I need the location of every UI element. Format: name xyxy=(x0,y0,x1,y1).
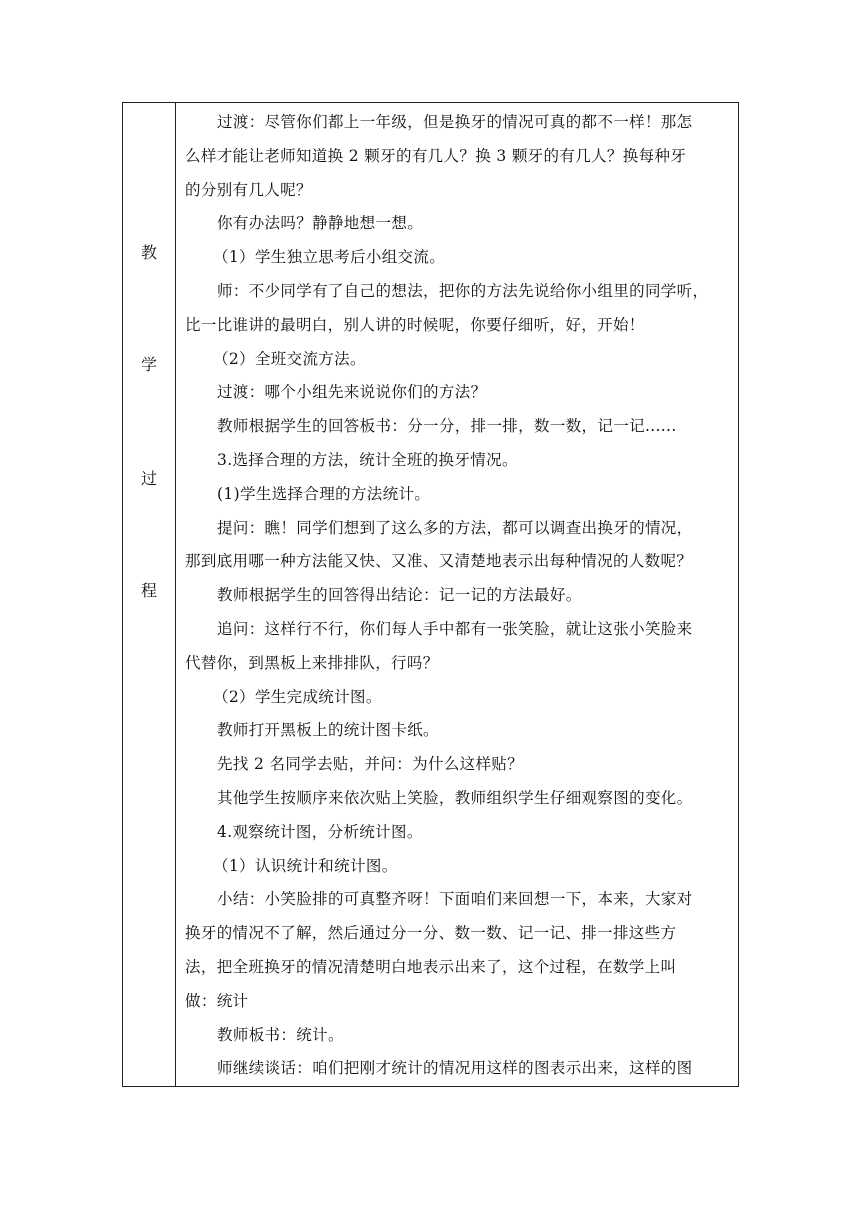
side-label-char: 程 xyxy=(140,581,157,600)
text-line: 3.选择合理的方法，统计全班的换牙情况。 xyxy=(217,450,518,469)
text-line: 小结：小笑脸排的可真整齐呀！下面咱们来回想一下，本来，大家对 xyxy=(217,890,693,909)
side-label-char: 教 xyxy=(140,243,157,262)
text-line: 做：统计 xyxy=(185,991,249,1010)
text-line: (1)学生选择合理的方法统计。 xyxy=(217,484,431,503)
text-line: （1）学生独立思考后小组交流。 xyxy=(213,248,446,267)
text-line: 过渡：哪个小组先来说说你们的方法？ xyxy=(217,383,487,402)
text-line: 教师根据学生的回答得出结论：记一记的方法最好。 xyxy=(217,586,582,605)
text-line: 换牙的情况不了解，然后通过分一分、数一数、记一记、排一排这些方 xyxy=(185,924,677,943)
side-label-char: 过 xyxy=(140,469,157,488)
text-line: 代替你，到黑板上来排排队，行吗？ xyxy=(185,653,439,672)
text-line: （2）学生完成统计图。 xyxy=(213,687,382,706)
text-line: 那到底用哪一种方法能又快、又准、又清楚地表示出每种情况的人数呢？ xyxy=(185,552,693,571)
text-line: 提问：瞧！同学们想到了这么多的方法，都可以调查出换牙的情况， xyxy=(217,518,693,537)
lesson-table xyxy=(122,102,739,1087)
table-row xyxy=(123,103,739,1087)
text-line: 法，把全班换牙的情况清楚明白地表示出来了，这个过程，在数学上叫 xyxy=(185,957,677,976)
text-line: 你有办法吗？静静地想一想。 xyxy=(217,214,424,233)
content-lines xyxy=(176,103,738,1086)
text-line: 么样才能让老师知道换 2 颗牙的有几人？换 3 颗牙的有几人？换每种牙 xyxy=(185,146,687,165)
text-line: 教师根据学生的回答板书：分一分，排一排，数一数，记一记...... xyxy=(217,417,677,436)
text-line: 教师打开黑板上的统计图卡纸。 xyxy=(217,721,439,740)
text-line: 过渡：尽管你们都上一年级，但是换牙的情况可真的都不一样！那怎 xyxy=(217,113,693,131)
text-line: 先找 2 名同学去贴，并问：为什么这样贴？ xyxy=(217,755,524,774)
content-cell xyxy=(176,103,739,1087)
text-line: 其他学生按顺序来依次贴上笑脸，教师组织学生仔细观察图的变化。 xyxy=(217,788,693,807)
text-line: 追问：这样行不行，你们每人手中都有一张笑脸，就让这张小笑脸来 xyxy=(217,619,693,638)
text-line: 4.观察统计图，分析统计图。 xyxy=(217,822,423,841)
text-line: 比一比谁讲的最明白，别人讲的时候呢，你要仔细听，好，开始！ xyxy=(185,315,645,334)
text-line: 的分别有几人呢？ xyxy=(185,180,312,199)
text-line: （1）认识统计和统计图。 xyxy=(213,856,398,875)
side-label-char: 学 xyxy=(140,355,157,374)
text-line: 师继续谈话：咱们把刚才统计的情况用这样的图表示出来，这样的图 xyxy=(217,1059,693,1078)
text-line: （2）全班交流方法。 xyxy=(213,349,366,368)
text-line: 师：不少同学有了自己的想法，把你的方法先说给你小组里的同学听， xyxy=(217,281,709,300)
side-label-cell xyxy=(123,103,176,1087)
text-line: 教师板书：统计。 xyxy=(217,1025,344,1044)
